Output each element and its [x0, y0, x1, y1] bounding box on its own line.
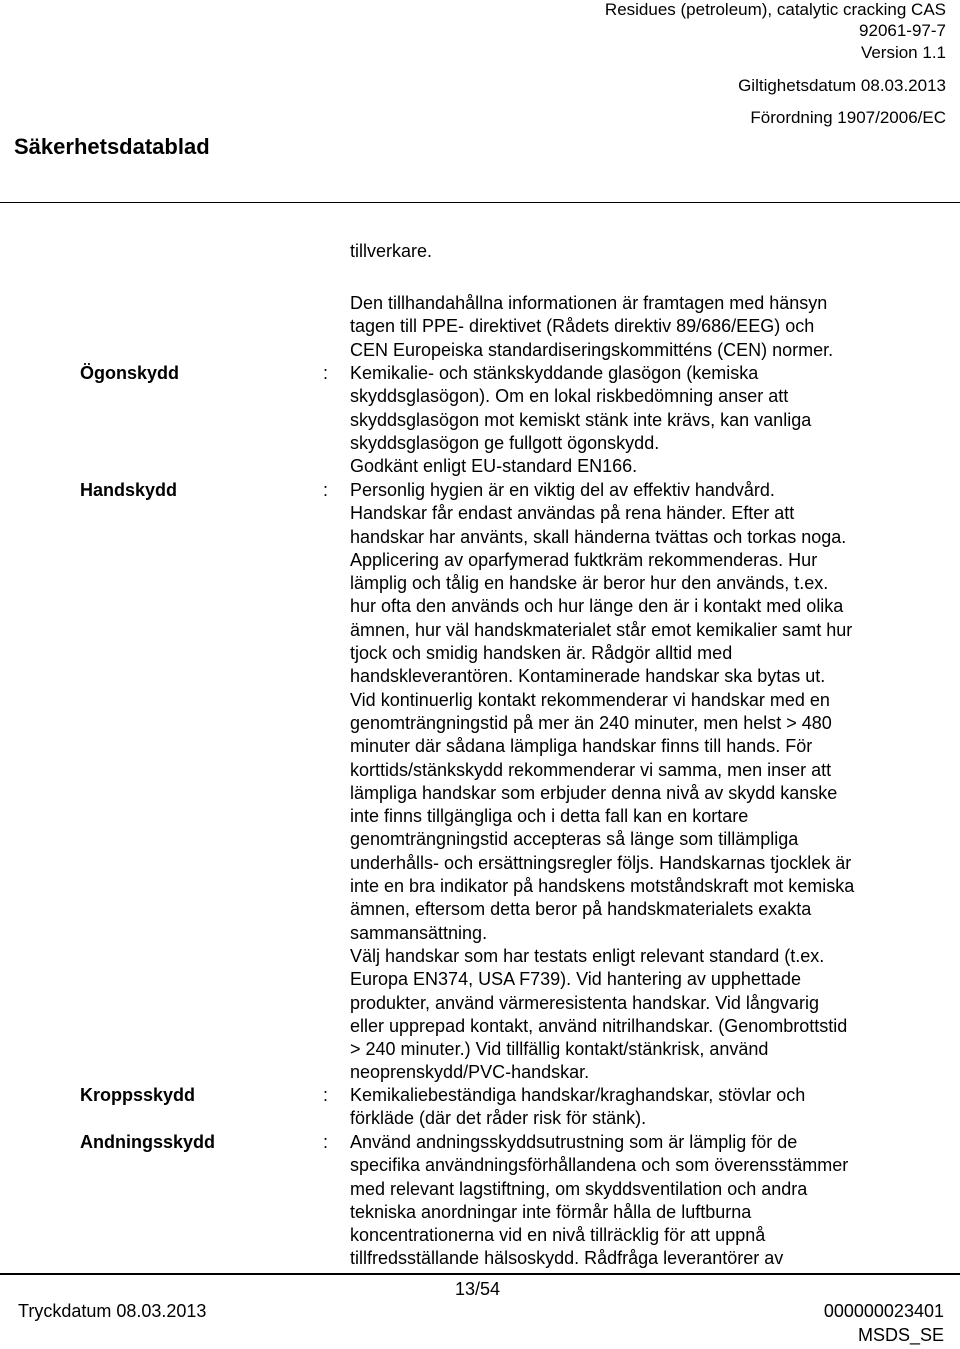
- section-colon: :: [323, 363, 329, 383]
- intro-continuation: tillverkare.: [350, 241, 433, 261]
- intro-text: Den tillhandahållna informationen är framtagen med hänsyn tagen till PPE- direktivet (Rådets direktiv 89/686/EEG) och CEN Europeiska standardiseringskommitténs (CEN) normer.: [350, 293, 834, 360]
- version-label: Version 1.1: [860, 43, 946, 62]
- print-date: Tryckdatum 08.03.2013: [18, 1301, 207, 1321]
- document-number: 000000023401: [823, 1301, 944, 1321]
- regulation: Förordning 1907/2006/EC: [750, 108, 946, 127]
- page-number: 13/54: [455, 1279, 501, 1299]
- section-label-respiratory: Andningsskydd: [80, 1132, 216, 1152]
- section-label-hand: Handskydd: [80, 480, 178, 500]
- section-colon: :: [323, 1132, 329, 1152]
- header-divider: [0, 202, 960, 203]
- product-name: Residues (petroleum), catalytic cracking CAS: [604, 0, 946, 19]
- section-label-eye: Ögonskydd: [80, 363, 180, 383]
- section-label-body: Kroppsskydd: [80, 1085, 196, 1105]
- footer-divider: [0, 1273, 960, 1275]
- section-colon: :: [323, 1085, 329, 1105]
- validity-date: Giltighetsdatum 08.03.2013: [738, 76, 946, 95]
- section-text-eye: Kemikalie- och stänkskyddande glasögon (kemiska skyddsglasögon). Om en lokal riskbedömning anser att skyddsglasögon mot kemiskt stänk inte krävs, kan vanliga skyddsglasögon ge fullgott ögonskydd. Godkänt enligt EU-standard EN166.: [350, 363, 812, 477]
- cas-number: 92061-97-7: [859, 21, 946, 40]
- section-colon: :: [323, 480, 329, 500]
- document-type: MSDS_SE: [857, 1325, 944, 1345]
- section-text-hand: Personlig hygien är en viktig del av effektiv handvård. Handskar får endast användas på rena händer. Efter att handskar har använts, skall händerna tvättas och torkas noga. Applicering av oparfymerad fuktkräm rekommenderas. Hur lämplig och tålig en handske är beror hur den används, t.ex. hur ofta den används och hur länge den är i kontakt med olika ämnen, hur väl handskmaterialet står emot kemikalier samt hur tjock och smidig handsken är. Rådgör alltid med handskleverantören. Kontaminerade handskar ska bytas ut. Vid kontinuerlig kontakt rekommenderar vi handskar med en genomträngningstid på mer än 240 minuter, men helst > 480 minuter där sådana lämpliga handskar finns till hands. För korttids/stänkskydd rekommenderar vi samma, men inser att lämpliga handskar som erbjuder denna nivå av skydd kanske inte finns tillgängliga och i detta fall kan en kortare genomträngningstid accepteras så länge som tillämpliga underhålls- och ersättningsregler följs. Handskarnas tjocklek är inte en bra indikator på handskens motståndskraft mot kemiska ämnen, eftersom detta beror på handskmaterialets exakta sammansättning. Välj handskar som har testats enligt relevant standard (t.ex. Europa EN374, USA F739). Vid hantering av upphettade produkter, använd värmeresistenta handskar. Vid långvarig eller upprepad kontakt, använd nitrilhandskar. (Genombrottstid > 240 minuter.) Vid tillfällig kontakt/stänkrisk, använd neoprenskydd/PVC-handskar.: [350, 480, 855, 1083]
- section-text-body: Kemikaliebeständiga handskar/kraghandskar, stövlar och förkläde (där det råder risk för stänk).: [350, 1085, 806, 1129]
- section-text-respiratory: Använd andningsskyddsutrustning som är lämplig för de specifika användningsförhållandena och som överensstämmer med relevant lagstiftning, om skyddsventilation och andra tekniska anordningar inte förmår hålla de luftburna koncentrationerna vid en nivå tillräcklig för att uppnå tillfredsställande hälsoskydd. Rådfråga leverantörer av: [350, 1132, 849, 1269]
- document-title: Säkerhetsdatablad: [14, 134, 210, 159]
